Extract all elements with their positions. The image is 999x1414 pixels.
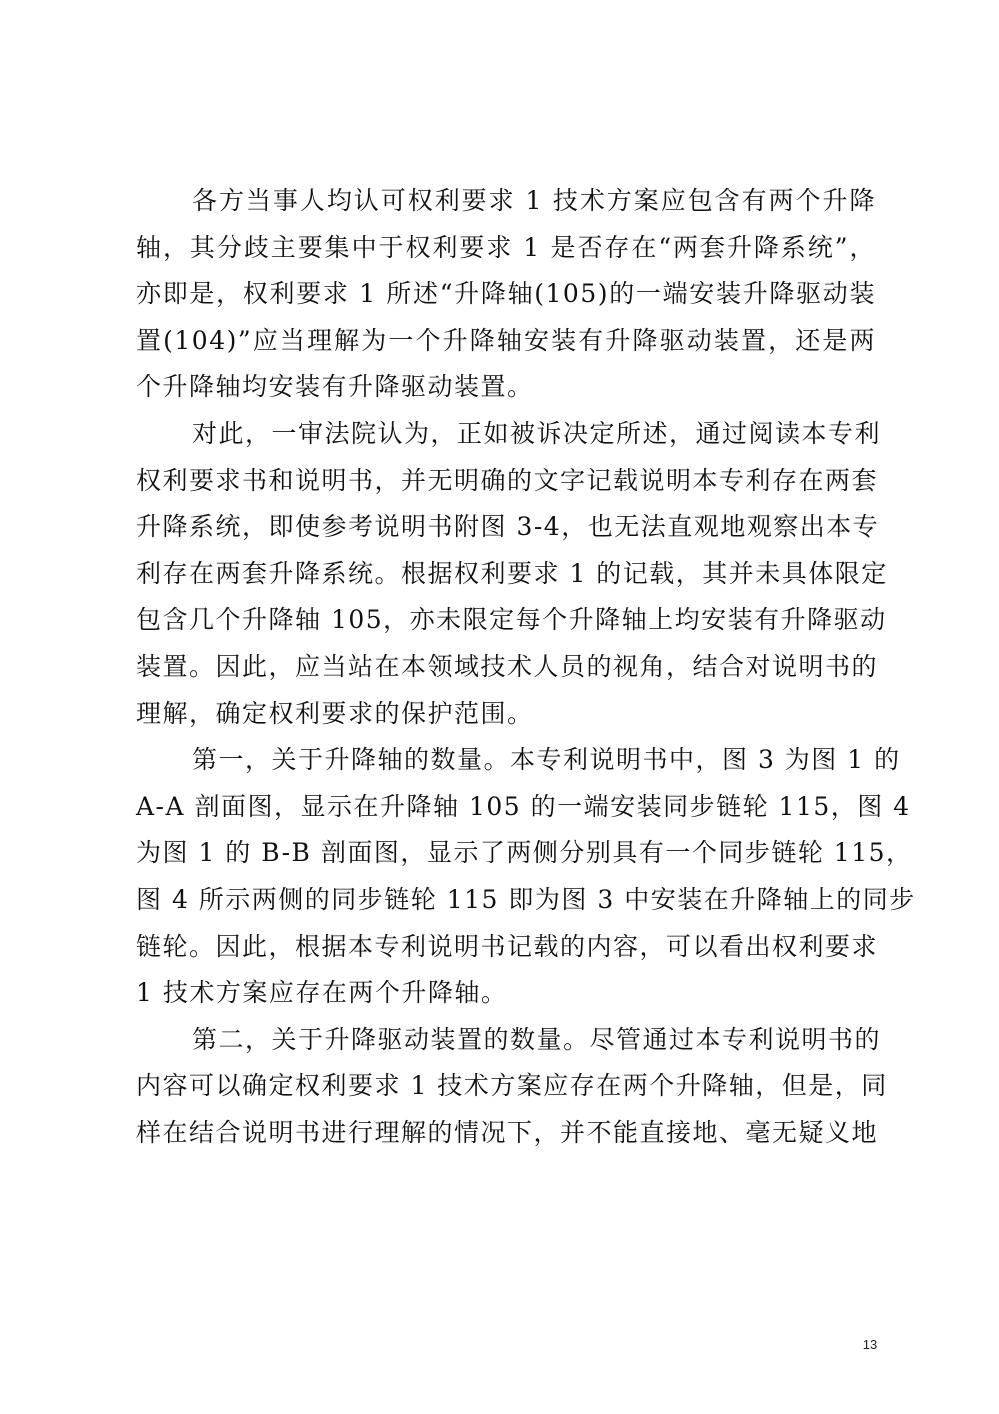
paragraph-4 xyxy=(136,1017,888,1157)
text-line: 图 4 所示两侧的同步链轮 115 即为图 3 中安装在升降轴上的同步 xyxy=(136,884,916,914)
text-line: 样在结合说明书进行理解的情况下，并不能直接地、毫无疑义地 xyxy=(136,1117,879,1147)
text-line: A-A 剖面图，显示在升降轴 105 的一端安装同步链轮 115，图 4 xyxy=(136,791,911,821)
text-line: 权利要求书和说明书，并无明确的文字记载说明本专利存在两套 xyxy=(136,465,879,495)
text-line: 装置。因此，应当站在本领域技术人员的视角，结合对说明书的 xyxy=(136,651,879,681)
text-line: 个升降轴均安装有升降驱动装置。 xyxy=(136,372,534,402)
text-line: 理解，确定权利要求的保护范围。 xyxy=(136,698,534,728)
text-line: 升降系统，即使参考说明书附图 3-4，也无法直观地观察出本专 xyxy=(136,512,880,542)
text-line: 第一，关于升降轴的数量。本专利说明书中，图 3 为图 1 的 xyxy=(192,745,901,775)
paragraph-2 xyxy=(136,411,888,737)
text-line: 轴，其分歧主要集中于权利要求 1 是否存在“两套升降系统”， xyxy=(136,232,876,262)
text-line: 链轮。因此，根据本专利说明书记载的内容，可以看出权利要求 xyxy=(136,931,879,961)
text-line: 1 技术方案应存在两个升降轴。 xyxy=(136,978,508,1008)
text-line: 各方当事人均认可权利要求 1 技术方案应包含有两个升降 xyxy=(192,186,876,215)
text-line: 第二，关于升降驱动装置的数量。尽管通过本专利说明书的 xyxy=(192,1024,882,1054)
page-number: 13 xyxy=(862,1337,878,1352)
text-line: 包含几个升降轴 105，亦未限定每个升降轴上均安装有升降驱动 xyxy=(136,605,887,635)
paragraph-3 xyxy=(136,737,916,1017)
text-line: 为图 1 的 B-B 剖面图，显示了两侧分别具有一个同步链轮 115， xyxy=(136,838,913,868)
text-line: 对此，一审法院认为，正如被诉决定所述，通过阅读本专利 xyxy=(192,418,882,448)
text-line: 亦即是，权利要求 1 所述“升降轴(105)的一端安装升降驱动装 xyxy=(136,279,876,309)
text-line: 置(104)”应当理解为一个升降轴安装有升降驱动装置，还是两 xyxy=(136,325,876,355)
text-line: 利存在两套升降系统。根据权利要求 1 的记载，其并未具体限定 xyxy=(136,558,888,588)
paragraph-1 xyxy=(136,178,876,411)
document-body xyxy=(136,178,916,1156)
text-line: 内容可以确定权利要求 1 技术方案应存在两个升降轴，但是，同 xyxy=(136,1071,888,1101)
